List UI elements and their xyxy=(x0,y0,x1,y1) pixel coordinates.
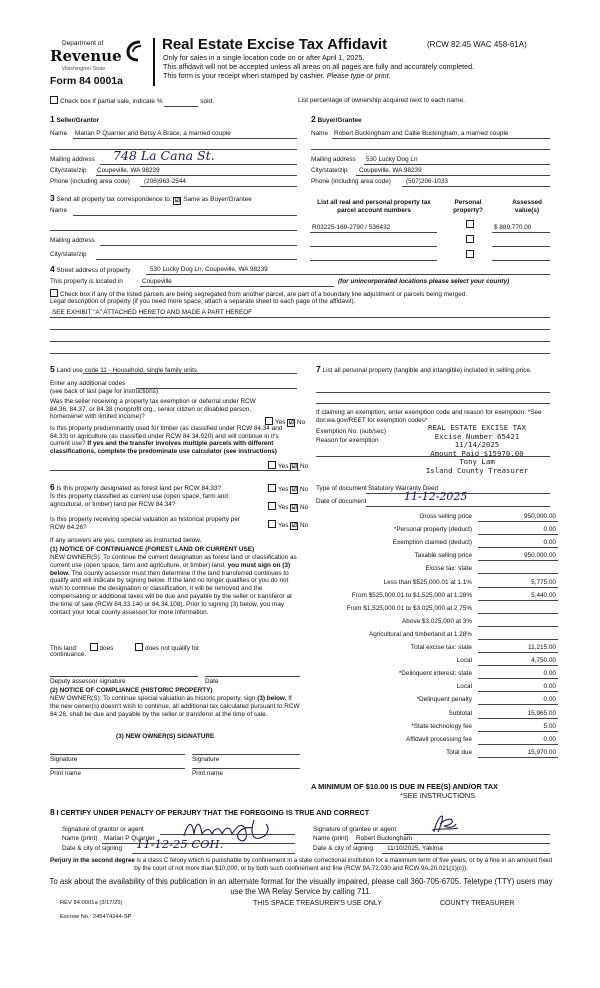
deputy-date-line xyxy=(205,676,300,677)
parcel-line-2 xyxy=(310,246,437,247)
sec3-city-label: City/state/zip xyxy=(50,251,87,258)
seller-phone-line xyxy=(140,186,297,187)
sec5-question-1: Was the seller receiving a property tax exemption or deferral under RCW 84.36, 84.37, or 84.38 (nonprofit org., senior citizen or disabled person, homeowner with limited income)? xyxy=(50,398,256,421)
calc-value[interactable]: 15,965.00 xyxy=(527,710,556,717)
seller-heading: 1 Seller/Grantor xyxy=(50,114,100,124)
land-does-not-checkbox[interactable] xyxy=(135,643,143,651)
sec4-street-label: Street address of property xyxy=(56,267,131,274)
value-line-2 xyxy=(492,246,550,247)
sec6-question-2: Is this property classified as current use (open space, farm and agricultural, or timber) land per RCW 84.34? xyxy=(50,493,228,508)
calc-label: Local xyxy=(456,683,472,690)
calc-label: Agricultural and timberland at 1.28% xyxy=(368,631,472,638)
list-percentage-note: List percentage of ownership acquired next to each name. xyxy=(298,97,465,104)
sec6-q3-yes-checkbox[interactable] xyxy=(268,520,276,528)
calc-line xyxy=(478,587,558,588)
calc-label: Affidavit processing fee xyxy=(406,736,472,743)
sec3-label: Send all property tax correspondence to: xyxy=(56,196,172,203)
sec6-q2-yes-label: Yes xyxy=(278,504,289,511)
grantor-sig-label: Signature of grantor or agent xyxy=(62,826,144,833)
calc-line xyxy=(478,665,558,666)
buyer-phone-label: Phone (including area code) xyxy=(311,178,391,185)
sec6-q3-yes-label: Yes xyxy=(278,522,289,529)
legal-line-1 xyxy=(50,317,550,318)
land-use-line xyxy=(83,373,297,374)
calc-line xyxy=(478,731,558,732)
header-sub3b: Please type or print. xyxy=(326,71,391,80)
sec6-q3-no-label: No xyxy=(300,522,309,529)
sec7-label-text: List all personal property (tangible and intangible) included in selling price. xyxy=(322,367,532,374)
header-sub1: Only for sales in a single location code on or after April 1, 2025. xyxy=(163,53,365,62)
buyer-name-label: Name xyxy=(311,130,329,137)
exemption-no-label: Exemption No. (sub/sec) xyxy=(316,428,386,435)
perjury-bold: Perjury in the second degree xyxy=(49,857,135,864)
calc-line xyxy=(478,521,558,522)
calc-value[interactable]: 5,775.00 xyxy=(531,579,556,586)
seller-name-line xyxy=(73,138,297,139)
calc-label: Total due xyxy=(446,749,472,756)
owner-print-label-1: Print name xyxy=(50,770,81,777)
certify-text: I CERTIFY UNDER PENALTY OF PERJURY THAT THE FOREGOING IS TRUE AND CORRECT xyxy=(56,808,370,817)
sec5-q2-no-label: No xyxy=(300,463,309,470)
sec6-q3-no-checkbox[interactable]: ☑ xyxy=(291,523,297,529)
form-number: Form 84 0001a xyxy=(50,75,123,87)
deputy-date-label: Date xyxy=(205,678,219,685)
owner-sig-line-2 xyxy=(192,754,300,755)
calc-line xyxy=(478,534,558,535)
sec5-q1-yes-label: Yes xyxy=(275,419,286,426)
grantee-name-line xyxy=(354,843,550,844)
sec7-line-1 xyxy=(316,392,550,393)
sec3-name-line2 xyxy=(50,230,297,231)
notice-continuance-text xyxy=(50,554,300,617)
calc-label: Above $3,025,000 at 3% xyxy=(402,618,472,625)
sec5-q1-yes-checkbox[interactable] xyxy=(265,417,273,425)
located-in-label: This property is located in xyxy=(50,278,123,285)
sec6-q1-yes-checkbox[interactable] xyxy=(268,484,276,492)
sec5-q2-yes-label: Yes xyxy=(278,463,289,470)
calc-line xyxy=(478,560,558,561)
buyer-heading: 2 Buyer/Grantee xyxy=(311,114,362,124)
certify-heading: 8 I CERTIFY UNDER PENALTY OF PERJURY THAT THE FOREGOING IS TRUE AND CORRECT xyxy=(50,807,370,817)
assessed-value-1[interactable]: $ 889,770.00 xyxy=(494,224,532,231)
property-address-line xyxy=(146,274,550,275)
sec3-city-line xyxy=(96,259,297,260)
buyer-name[interactable]: Robert Buckingham and Callie Buckingham, a married couple xyxy=(334,130,509,137)
land-does-label: does xyxy=(99,645,114,652)
segregated-checkbox[interactable] xyxy=(50,289,58,297)
sec7-line-2 xyxy=(316,403,550,404)
sec6-q1-answers xyxy=(268,484,308,494)
grantor-date-label: Date & city of signing xyxy=(62,845,123,852)
calc-line xyxy=(478,600,558,601)
doc-date-label: Date of document xyxy=(316,498,367,505)
sec5-q1-no-label: No xyxy=(297,419,306,426)
calc-value[interactable]: 950,000.00 xyxy=(524,513,556,520)
stamp-line-2: Excise Number 65421 xyxy=(434,431,520,441)
treasurer-stamp xyxy=(402,424,552,475)
seller-mailing-line xyxy=(100,164,297,165)
seller-name[interactable]: Marian P Quarrier and Betsy A Brace, a married couple xyxy=(75,130,231,137)
land-use-row: 5 Land use code 11 - Household, single family units xyxy=(50,364,198,374)
notice2-text-b: (3) below. xyxy=(257,695,287,702)
seller-city-label: City/state/zip xyxy=(50,167,87,174)
calc-value[interactable]: 11,215.00 xyxy=(528,644,556,651)
buyer-name-line2 xyxy=(311,149,550,150)
this-land-label: This land: xyxy=(50,645,78,652)
parcels-col3-header: Assessed value(s) xyxy=(512,199,542,214)
notice1-text-a: NEW OWNER(S): To continue the current designation as forest land or classification as current use (open space, farm and agriculture, or timber) land, xyxy=(50,554,297,569)
calc-label: *Personal property (deduct) xyxy=(393,526,472,533)
header-sub3 xyxy=(163,72,391,81)
exemption-claim-note: If claiming an exemption, enter exemption code and reason for exemption. *See dor.wa.gov/REET for exemption codes* xyxy=(316,409,542,424)
grantor-date-handwritten[interactable]: 11-12-25 COH. xyxy=(136,837,224,851)
calc-label: Local xyxy=(456,657,472,664)
seller-name-label: Name xyxy=(50,130,68,137)
dept-state: Washington State xyxy=(62,66,106,72)
located-in-value[interactable]: Coupeville xyxy=(142,278,172,285)
seller-city-line xyxy=(96,175,297,176)
perjury-notice xyxy=(48,857,554,873)
buyer-phone-line xyxy=(402,186,550,187)
calc-label: Gross selling price xyxy=(419,513,472,520)
land-does-checkbox[interactable] xyxy=(90,643,98,651)
see-instructions: *SEE INSTRUCTIONS xyxy=(400,791,476,800)
personal-property-checkbox-2[interactable] xyxy=(466,235,474,243)
doc-date-handwritten[interactable]: 11-12-2025 xyxy=(404,490,468,503)
seller-mailing-label: Mailing address xyxy=(50,156,95,163)
county-treasurer-label: COUNTY TREASURER xyxy=(440,900,515,907)
parcel-line-1 xyxy=(310,232,437,233)
grantor-name[interactable]: Marian P Quarrier xyxy=(104,835,155,842)
calc-label: Total excise tax: state xyxy=(410,644,472,651)
calc-line xyxy=(478,547,558,548)
sec7-label: 7 List all personal property (tangible and intangible) included in selling price. xyxy=(316,364,532,374)
buyer-mailing-line xyxy=(364,164,550,165)
calc-label: Subtotal xyxy=(448,710,472,717)
if-yes-note: If any answers are yes, complete as instructed below. xyxy=(50,537,202,544)
stamp-line-3: 11/14/2025 xyxy=(454,440,500,450)
partial-percent-field[interactable] xyxy=(164,98,198,107)
new-owner-signature-title: (3) NEW OWNER(S) SIGNATURE xyxy=(116,733,215,740)
buyer-mailing[interactable]: 530 Lucky Dog Ln xyxy=(366,156,418,163)
partial-sale-checkbox[interactable] xyxy=(50,96,58,104)
segregated-label: Check box if any of the listed parcels are being segregated from another parcel, are part of a boundary line adjustment or parcels being merged. xyxy=(60,291,468,298)
buyer-phone[interactable]: (507)206-1033 xyxy=(406,178,448,185)
grantee-signature-mark xyxy=(428,812,460,836)
notice2-text-c: If the new owner(s) doesn't wish to continue, all additional tax calculated pursuant to RCW 84.26, shall be due and payable by the seller or transferor at the time of sale. xyxy=(50,695,300,718)
notice-compliance-text xyxy=(50,695,300,718)
calc-line xyxy=(478,678,558,679)
value-line-1 xyxy=(492,232,550,233)
seller-mailing-handwritten[interactable]: 748 La Cana St. xyxy=(113,148,215,163)
calc-label: From $1,525,000.01 to $3,025,000 at 2.75% xyxy=(346,605,472,612)
calc-label: *Delinquent penalty xyxy=(416,696,472,703)
sec6-q1-text: Is this property designated as forest land per RCW 84.33? xyxy=(56,485,221,492)
calc-value[interactable]: 0.00 xyxy=(543,670,556,677)
calc-label: Taxable selling price xyxy=(414,552,472,559)
see-back-note: (see back of last page for instructions) xyxy=(50,388,158,395)
sec6-q1-no-checkbox[interactable]: ☑ xyxy=(291,487,297,493)
calc-value[interactable]: 5,440.00 xyxy=(531,592,556,599)
partial-sold-label: sold. xyxy=(200,98,214,105)
sec3-name-line xyxy=(73,215,297,216)
grantee-sig-label: Signature of grantee or agent xyxy=(313,826,397,833)
escrow-number: Escrow No.: 245474244-SP xyxy=(60,914,132,920)
calc-value[interactable]: 5.00 xyxy=(543,723,556,730)
sec6-q2-no-checkbox[interactable]: ☑ xyxy=(291,505,297,511)
header-divider xyxy=(153,38,155,86)
calc-value[interactable]: 0.00 xyxy=(543,526,556,533)
header-sub2: This affidavit will not be accepted unless all areas on all pages are fully and accurately completed. xyxy=(163,62,475,71)
sec3-heading: 3 Send all property tax correspondence to: ☑ Same as Buyer/Grantee xyxy=(50,193,252,204)
calc-line xyxy=(478,626,558,627)
calc-value[interactable]: 0.00 xyxy=(543,696,556,703)
additional-codes-label: Enter any additional codes xyxy=(50,380,126,387)
partial-sale-label: Check box if partial sale, indicate % xyxy=(60,98,163,105)
sec5-question-2a: Is this property predominantly used for timber (as classified under RCW 84.34 and 84.33) or agriculture (as classified under RCW 84.34.020) and will continue in it's current use? xyxy=(50,425,283,448)
doc-type-label: Type of document xyxy=(316,485,367,492)
owner-print-line-1 xyxy=(50,768,185,769)
calc-value[interactable]: 950,000.00 xyxy=(524,552,556,559)
stamp-line-4: Amount Paid $15970.00 xyxy=(430,448,524,458)
stamp-line-1: REAL ESTATE EXCISE TAX xyxy=(428,423,526,432)
partial-sale-row xyxy=(50,96,214,107)
owner-print-line-2 xyxy=(192,768,300,769)
owner-signature-label-2: Signature xyxy=(192,756,220,763)
calc-value[interactable]: 0.00 xyxy=(543,736,556,743)
grantee-name-label: Name (print) xyxy=(313,835,349,842)
legal-line-4 xyxy=(50,353,550,354)
legal-description-label: Legal description of property (if you need more space, attach a separate sheet to each page of the affidavit). xyxy=(50,298,356,305)
calc-label: Excise tax: state xyxy=(425,565,472,572)
calc-value[interactable]: 4,750.00 xyxy=(531,657,556,664)
seller-phone[interactable]: (206)963-2544 xyxy=(144,178,186,185)
perjury-text: is a class C felony which is punishable by confinement in a state correctional institution for a maximum term of five years, or by a fine in an amount fixed by the court of not more than $10,000, or by both such confinement and fine (RCW 9A.72.030 and RCW 9A.20.021(1)(c)). xyxy=(134,857,553,872)
buyer-mailing-label: Mailing address xyxy=(311,156,356,163)
header-sub3a: This form is your receipt when stamped by cashier. xyxy=(163,71,327,80)
treasurer-use-only: THIS SPACE TREASURER'S USE ONLY xyxy=(253,900,382,907)
grantee-date-line xyxy=(382,853,550,854)
sec3-name-label: Name xyxy=(50,207,68,214)
seller-title: Seller/Grantor xyxy=(56,117,100,124)
sec3-mailing-line xyxy=(100,245,297,246)
sec6-q3-answers xyxy=(268,520,308,530)
grantor-name-label: Name (print) xyxy=(62,835,98,842)
owner-signature-label-1: Signature xyxy=(50,756,78,763)
sec5-q2-no-checkbox[interactable]: ☑ xyxy=(291,464,297,470)
notice-continuance-title: (1) NOTICE OF CONTINUANCE (FOREST LAND OR CURRENT USE) xyxy=(50,546,255,553)
legal-description-exhibit[interactable]: SEE EXHIBIT "A" ATTACHED HERETO AND MADE A PART HEREOF xyxy=(52,309,253,316)
calc-line xyxy=(478,744,558,745)
additional-codes-line xyxy=(136,388,297,389)
calc-value[interactable]: 15,970.00 xyxy=(527,749,556,756)
calc-label: *State technology fee xyxy=(411,723,472,730)
legal-line-3 xyxy=(50,341,550,342)
parcel-number[interactable]: R03225-169-2790 / 536432 xyxy=(312,224,391,231)
sec6-question-3: Is this property receiving special valuation as historical property per RCW 84.26? xyxy=(50,516,241,531)
calc-label: From $525,000.01 to $1,525,000 at 1.28% xyxy=(351,592,472,599)
calc-line xyxy=(478,573,558,574)
value-line-3 xyxy=(492,260,550,261)
dept-line1: Department of xyxy=(62,40,104,47)
sec6-q1-yes-label: Yes xyxy=(278,486,289,493)
sec6-question-1: 6 Is this property designated as forest land per RCW 84.33? xyxy=(50,482,221,492)
sec5-q2-yes-checkbox[interactable] xyxy=(268,461,276,469)
notice1-text-b: you must sign on (3) below. xyxy=(50,561,291,577)
owner-sig-line-1 xyxy=(50,754,185,755)
calc-label: Less than $525,000.01 at 1.1% xyxy=(383,579,472,586)
buyer-city-label: City/state/zip xyxy=(311,167,348,174)
revenue-emblem-icon xyxy=(126,40,146,62)
seller-phone-label: Phone (including area code) xyxy=(50,178,130,185)
land-does-not-label: does not qualify for xyxy=(145,645,200,652)
legal-line-2 xyxy=(50,329,550,330)
doc-date-line xyxy=(366,506,550,507)
sec6-q2-no-label: No xyxy=(300,504,309,511)
dept-revenue: Revenue xyxy=(50,47,122,65)
minimum-due-notice: A MINIMUM OF $10.00 IS DUE IN FEE(S) AND/OR TAX xyxy=(311,782,498,791)
stamp-line-5: Tony Lam xyxy=(459,457,495,467)
calc-line xyxy=(478,639,558,640)
calc-line xyxy=(478,652,558,653)
personal-property-checkbox-1[interactable] xyxy=(466,220,474,228)
land-use-code[interactable]: Land use code 11 - Household, single family units xyxy=(56,367,198,374)
form-title: Real Estate Excise Tax Affidavit xyxy=(162,36,388,53)
sec5-question-2b: If yes and the transfer involves multiple parcels with different classifications, complete the predominate use calculator (see instructions) xyxy=(50,440,277,456)
unincorporated-note: (for unincorporated locations please select your county) xyxy=(338,278,510,285)
sec6-q2-answers xyxy=(268,502,308,512)
grantee-sig-line xyxy=(404,834,550,835)
sec3-mailing-label: Mailing address xyxy=(50,237,95,244)
ada-notice: To ask about the availability of this publication in an alternate format for the visually impaired, please call 360-705-6705. Teletype (TTY) users may use the WA Relay Service by calling 711. xyxy=(49,877,553,896)
calc-value[interactable]: 0.00 xyxy=(543,539,556,546)
grantor-date-line xyxy=(132,853,295,854)
stamp-line-6: Island County Treasurer xyxy=(425,465,529,475)
owner-print-label-2: Print name xyxy=(192,770,223,777)
personal-property-checkbox-3[interactable] xyxy=(466,250,474,258)
seller-city[interactable]: Coupeville, WA 98239 xyxy=(97,167,160,174)
deputy-sig-line xyxy=(50,676,198,677)
calc-line xyxy=(478,613,558,614)
deputy-signature-label: Deputy assessor signature xyxy=(50,678,126,685)
form-revision: REV 84 0001a (3/17/25) xyxy=(60,900,123,906)
parcels-col2-header: Personal property? xyxy=(453,199,483,214)
calc-value[interactable]: 0.00 xyxy=(543,683,556,690)
same-as-buyer-checkbox[interactable]: ☑ xyxy=(174,198,181,204)
grantor-sig-line xyxy=(160,834,295,835)
exemption-reason-label: Reason for exemption xyxy=(316,437,379,444)
sec6-q1-no-label: No xyxy=(300,486,309,493)
sec6-q2-yes-checkbox[interactable] xyxy=(268,502,276,510)
sec5-question-2 xyxy=(50,425,300,456)
property-address[interactable]: 530 Lucky Dog Ln, Coupeville, WA 98239 xyxy=(150,266,268,273)
grantee-name[interactable]: Robert Buckingham xyxy=(356,835,413,842)
grantee-date-label: Date & city of signing xyxy=(313,845,374,852)
continuance-label: continuance. xyxy=(50,651,87,658)
notice-compliance-title: (2) NOTICE OF COMPLIANCE (HISTORIC PROPERTY) xyxy=(50,687,213,694)
grantee-date[interactable]: 11/10/2025, Yakima xyxy=(387,845,443,852)
sec5-bottom-line xyxy=(50,470,300,471)
calc-line xyxy=(478,757,558,758)
buyer-title: Buyer/Grantee xyxy=(317,117,362,124)
same-as-buyer-label: Same as Buyer/Grantee xyxy=(183,196,252,203)
notice2-text-a: NEW OWNER(S): To continue special valuation as historic property, sign xyxy=(50,695,258,702)
calc-label: *Delinquent interest: state xyxy=(398,670,472,677)
form-citation: (RCW 82.45 WAC 458-61A) xyxy=(427,40,527,49)
located-in-line xyxy=(140,286,334,287)
calc-line xyxy=(478,691,558,692)
parcel-line-3 xyxy=(310,260,437,261)
parcels-col1-header: List all real and personal property tax parcel account numbers xyxy=(317,199,431,214)
notice1-text-c: The county assessor must then determine if the land transferred continues to qualify and will indicate by signing below. If the land no longer qualifies or you do not wish to continue the designation or classification, it will be removed and the compensating or additional taxes will be due and payable by the seller or transferor at the time of sale (RCW 84.33.140 or 84.34.108). Prior to signing (3) below, you may contact your local county assessor for more information. xyxy=(50,569,292,616)
calc-line xyxy=(478,718,558,719)
buyer-city-line xyxy=(356,175,550,176)
sec4-street-row: 4 Street address of property xyxy=(50,264,131,274)
calc-line xyxy=(478,704,558,705)
calc-label: Exemption claimed (deduct) xyxy=(392,539,472,546)
buyer-name-line xyxy=(332,138,550,139)
sec5-q1-no-checkbox[interactable]: ☑ xyxy=(288,420,294,426)
buyer-city[interactable]: Coupeville, WA 98239 xyxy=(359,167,422,174)
doc-type-value[interactable]: Statutory Warranty Deed xyxy=(368,485,439,492)
